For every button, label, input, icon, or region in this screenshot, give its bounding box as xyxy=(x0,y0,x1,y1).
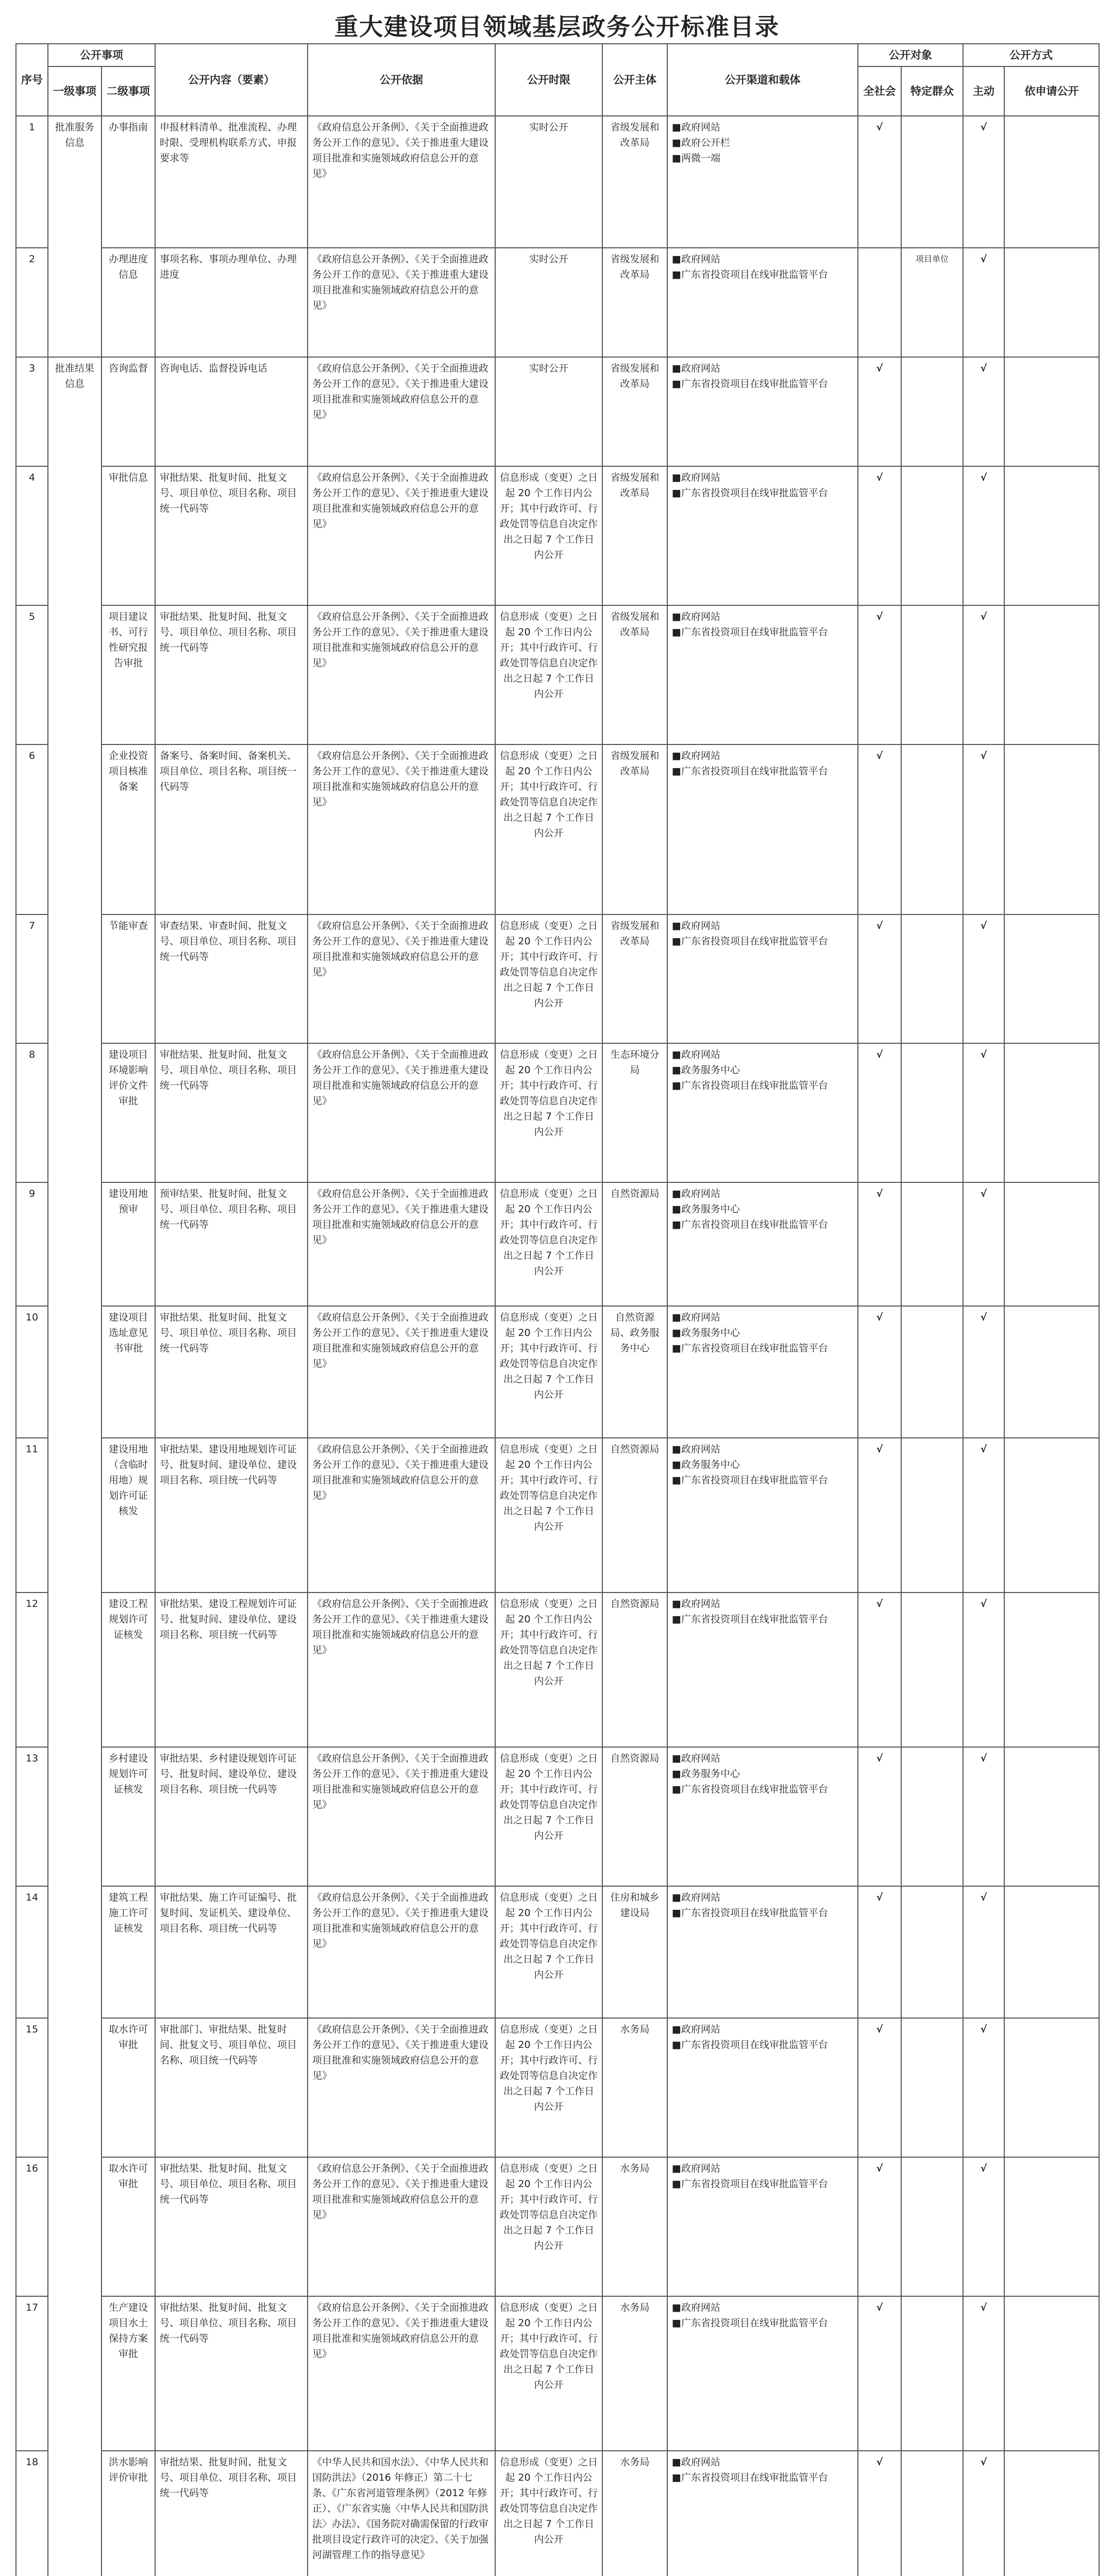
channel-item: ■广东省投资项目在线审批监管平台 xyxy=(672,269,828,280)
level2-item: 办事指南 xyxy=(102,116,155,248)
level2-item: 建设用地预审 xyxy=(102,1182,155,1306)
mark-on-request xyxy=(1004,1438,1099,1592)
table-row xyxy=(16,357,1099,466)
table-row xyxy=(16,1747,1099,1886)
mark-society: √ xyxy=(858,1747,901,1886)
table-row xyxy=(16,1592,1099,1747)
mark-on-request xyxy=(1004,116,1099,248)
level1-item: 批准结果信息 xyxy=(48,357,102,2576)
mark-society: √ xyxy=(858,2451,901,2576)
channel-item: ■政务服务中心 xyxy=(672,1327,740,1338)
time-cell: 信息形成（变更）之日起 20 个工作日内公开；其中行政许可、行政处罚等信息自决定作出之日起 7 个工作日内公开 xyxy=(495,2018,602,2157)
basis-cell: 《政府信息公开条例》、《关于全面推进政务公开工作的意见》、《关于推进重大建设项目批准和实施领域政府信息公开的意见》 xyxy=(308,2018,495,2157)
subject-cell: 自然资源局、政务服务中心 xyxy=(602,1306,667,1438)
channel-cell xyxy=(667,466,858,605)
mark-society: √ xyxy=(858,1182,901,1306)
row-number: 1 xyxy=(16,116,48,248)
table-row xyxy=(16,914,1099,1043)
channel-item: ■政府网站 xyxy=(672,122,720,133)
mark-active: √ xyxy=(963,2451,1004,2576)
mark-specific xyxy=(901,2157,963,2296)
row-number: 17 xyxy=(16,2296,48,2451)
channel-item: ■广东省投资项目在线审批监管平台 xyxy=(672,1907,828,1919)
content-cell: 审批结果、乡村建设规划许可证号、批复时间、建设单位、建设项目名称、项目统一代码等 xyxy=(155,1747,308,1886)
channel-item: ■政府网站 xyxy=(672,253,720,265)
time-cell: 信息形成（变更）之日起 20 个工作日内公开；其中行政许可、行政处罚等信息自决定作出之日起 7 个工作日内公开 xyxy=(495,1747,602,1886)
mark-active: √ xyxy=(963,2296,1004,2451)
basis-cell: 《政府信息公开条例》、《关于全面推进政务公开工作的意见》、《关于推进重大建设项目批准和实施领域政府信息公开的意见》 xyxy=(308,466,495,605)
channel-cell xyxy=(667,1592,858,1747)
row-number: 8 xyxy=(16,1043,48,1182)
table-row xyxy=(16,2451,1099,2576)
channel-item: ■广东省投资项目在线审批监管平台 xyxy=(672,1219,828,1230)
time-cell: 信息形成（变更）之日起 20 个工作日内公开；其中行政许可、行政处罚等信息自决定作出之日起 7 个工作日内公开 xyxy=(495,466,602,605)
time-cell: 信息形成（变更）之日起 20 个工作日内公开；其中行政许可、行政处罚等信息自决定作出之日起 7 个工作日内公开 xyxy=(495,744,602,914)
table-row xyxy=(16,116,1099,248)
time-cell: 信息形成（变更）之日起 20 个工作日内公开；其中行政许可、行政处罚等信息自决定作出之日起 7 个工作日内公开 xyxy=(495,1306,602,1438)
channel-item: ■广东省投资项目在线审批监管平台 xyxy=(672,2178,828,2190)
basis-cell: 《政府信息公开条例》、《关于全面推进政务公开工作的意见》、《关于推进重大建设项目批准和实施领域政府信息公开的意见》 xyxy=(308,116,495,248)
content-cell: 备案号、备案时间、备案机关、项目单位、项目名称、项目统一代码等 xyxy=(155,744,308,914)
table-row xyxy=(16,1886,1099,2018)
mark-society: √ xyxy=(858,2296,901,2451)
subject-cell: 住房和城乡建设局 xyxy=(602,1886,667,2018)
row-number: 12 xyxy=(16,1592,48,1747)
channel-item: ■政府网站 xyxy=(672,2456,720,2468)
mark-on-request xyxy=(1004,2296,1099,2451)
header-specific: 特定群众 xyxy=(901,66,963,116)
channel-cell xyxy=(667,2296,858,2451)
channel-item: ■广东省投资项目在线审批监管平台 xyxy=(672,2039,828,2050)
mark-society: √ xyxy=(858,914,901,1043)
level2-item: 取水许可审批 xyxy=(102,2157,155,2296)
header-content: 公开内容（要素） xyxy=(155,44,308,116)
row-number: 5 xyxy=(16,605,48,744)
table-header xyxy=(16,44,1099,116)
mark-active: √ xyxy=(963,1747,1004,1886)
level2-item: 节能审查 xyxy=(102,914,155,1043)
content-cell: 事项名称、事项办理单位、办理进度 xyxy=(155,248,308,357)
time-cell: 信息形成（变更）之日起 20 个工作日内公开；其中行政许可、行政处罚等信息自决定作出之日起 7 个工作日内公开 xyxy=(495,605,602,744)
channel-cell xyxy=(667,914,858,1043)
channel-item: ■广东省投资项目在线审批监管平台 xyxy=(672,936,828,947)
channel-item: ■两微一端 xyxy=(672,152,720,164)
catalog-table xyxy=(15,43,1100,2576)
row-number: 3 xyxy=(16,357,48,466)
mark-active: √ xyxy=(963,1182,1004,1306)
channel-cell xyxy=(667,1043,858,1182)
mark-on-request xyxy=(1004,2018,1099,2157)
row-number: 14 xyxy=(16,1886,48,2018)
channel-item: ■广东省投资项目在线审批监管平台 xyxy=(672,487,828,499)
row-number: 15 xyxy=(16,2018,48,2157)
channel-cell xyxy=(667,2157,858,2296)
level2-item: 建设项目选址意见书审批 xyxy=(102,1306,155,1438)
row-number: 13 xyxy=(16,1747,48,1886)
content-cell: 审批结果、批复时间、批复文号、项目单位、项目名称、项目统一代码等 xyxy=(155,605,308,744)
subject-cell: 自然资源局 xyxy=(602,1747,667,1886)
channel-item: ■政府网站 xyxy=(672,1598,720,1609)
channel-item: ■广东省投资项目在线审批监管平台 xyxy=(672,1475,828,1486)
mark-on-request xyxy=(1004,1886,1099,2018)
channel-item: ■政府网站 xyxy=(672,2024,720,2035)
channel-item: ■广东省投资项目在线审批监管平台 xyxy=(672,626,828,638)
channel-item: ■政府公开栏 xyxy=(672,137,730,148)
time-cell: 信息形成（变更）之日起 20 个工作日内公开；其中行政许可、行政处罚等信息自决定作出之日起 7 个工作日内公开 xyxy=(495,1592,602,1747)
header-society: 全社会 xyxy=(858,66,901,116)
content-cell: 审查结果、审查时间、批复文号、项目单位、项目名称、项目统一代码等 xyxy=(155,914,308,1043)
content-cell: 审批结果、建设用地规划许可证号、批复时间、建设单位、建设项目名称、项目统一代码等 xyxy=(155,1438,308,1592)
mark-active: √ xyxy=(963,2157,1004,2296)
channel-cell xyxy=(667,248,858,357)
subject-cell: 水务局 xyxy=(602,2451,667,2576)
channel-item: ■广东省投资项目在线审批监管平台 xyxy=(672,378,828,389)
channel-item: ■政府网站 xyxy=(672,750,720,761)
time-cell: 信息形成（变更）之日起 20 个工作日内公开；其中行政许可、行政处罚等信息自决定作出之日起 7 个工作日内公开 xyxy=(495,1886,602,2018)
content-cell: 审批结果、批复时间、批复文号、项目单位、项目名称、项目统一代码等 xyxy=(155,2296,308,2451)
channel-cell xyxy=(667,116,858,248)
level2-item: 企业投资项目核准备案 xyxy=(102,744,155,914)
basis-cell: 《政府信息公开条例》、《关于全面推进政务公开工作的意见》、《关于推进重大建设项目批准和实施领域政府信息公开的意见》 xyxy=(308,1886,495,2018)
level2-item: 洪水影响评价审批 xyxy=(102,2451,155,2576)
header-active: 主动 xyxy=(963,66,1004,116)
basis-cell: 《政府信息公开条例》、《关于全面推进政务公开工作的意见》、《关于推进重大建设项目批准和实施领域政府信息公开的意见》 xyxy=(308,2157,495,2296)
mark-on-request xyxy=(1004,248,1099,357)
level1-item: 批准服务信息 xyxy=(48,116,102,357)
subject-cell: 省级发展和改革局 xyxy=(602,116,667,248)
channel-item: ■政府网站 xyxy=(672,2163,720,2174)
mark-active: √ xyxy=(963,2018,1004,2157)
time-cell: 信息形成（变更）之日起 20 个工作日内公开；其中行政许可、行政处罚等信息自决定作出之日起 7 个工作日内公开 xyxy=(495,1043,602,1182)
channel-cell xyxy=(667,1182,858,1306)
channel-item: ■政府网站 xyxy=(672,1753,720,1764)
channel-cell xyxy=(667,2018,858,2157)
table-row xyxy=(16,466,1099,605)
mark-society: √ xyxy=(858,1592,901,1747)
channel-item: ■政务服务中心 xyxy=(672,1768,740,1780)
level2-item: 建筑工程施工许可证核发 xyxy=(102,1886,155,2018)
channel-item: ■政府网站 xyxy=(672,611,720,622)
basis-cell: 《政府信息公开条例》、《关于全面推进政务公开工作的意见》、《关于推进重大建设项目批准和实施领域政府信息公开的意见》 xyxy=(308,2296,495,2451)
basis-cell: 《政府信息公开条例》、《关于全面推进政务公开工作的意见》、《关于推进重大建设项目批准和实施领域政府信息公开的意见》 xyxy=(308,914,495,1043)
content-cell: 申报材料清单、批准流程、办理时限、受理机构联系方式、申报要求等 xyxy=(155,116,308,248)
header-level2: 二级事项 xyxy=(102,66,155,116)
mark-on-request xyxy=(1004,357,1099,466)
table-row xyxy=(16,2018,1099,2157)
mark-specific xyxy=(901,2296,963,2451)
channel-cell xyxy=(667,1306,858,1438)
subject-cell: 自然资源局 xyxy=(602,1592,667,1747)
mark-specific: 项目单位 xyxy=(901,248,963,357)
table-row xyxy=(16,1182,1099,1306)
content-cell: 咨询电话、监督投诉电话 xyxy=(155,357,308,466)
level2-item: 项目建议书、可行性研究报告审批 xyxy=(102,605,155,744)
row-number: 9 xyxy=(16,1182,48,1306)
channel-item: ■广东省投资项目在线审批监管平台 xyxy=(672,1343,828,1354)
header-method: 公开方式 xyxy=(963,44,1099,66)
level2-item: 审批信息 xyxy=(102,466,155,605)
time-cell: 实时公开 xyxy=(495,357,602,466)
table-row xyxy=(16,1043,1099,1182)
time-cell: 信息形成（变更）之日起 20 个工作日内公开；其中行政许可、行政处罚等信息自决定作出之日起 7 个工作日内公开 xyxy=(495,914,602,1043)
mark-society: √ xyxy=(858,1306,901,1438)
level2-item: 办理进度信息 xyxy=(102,248,155,357)
subject-cell: 省级发展和改革局 xyxy=(602,744,667,914)
channel-cell xyxy=(667,357,858,466)
channel-cell xyxy=(667,1747,858,1886)
channel-cell xyxy=(667,744,858,914)
subject-cell: 水务局 xyxy=(602,2157,667,2296)
channel-item: ■政府网站 xyxy=(672,1444,720,1455)
header-time: 公开时限 xyxy=(495,44,602,116)
mark-active: √ xyxy=(963,1043,1004,1182)
page-title: 重大建设项目领域基层政务公开标准目录 xyxy=(334,13,780,41)
mark-active: √ xyxy=(963,1306,1004,1438)
subject-cell: 省级发展和改革局 xyxy=(602,248,667,357)
mark-specific xyxy=(901,1182,963,1306)
content-cell: 预审结果、批复时间、批复文号、项目单位、项目名称、项目统一代码等 xyxy=(155,1182,308,1306)
header-channel: 公开渠道和载体 xyxy=(667,44,858,116)
basis-cell: 《政府信息公开条例》、《关于全面推进政务公开工作的意见》、《关于推进重大建设项目批准和实施领域政府信息公开的意见》 xyxy=(308,1043,495,1182)
subject-cell: 省级发展和改革局 xyxy=(602,914,667,1043)
basis-cell: 《政府信息公开条例》、《关于全面推进政务公开工作的意见》、《关于推进重大建设项目批准和实施领域政府信息公开的意见》 xyxy=(308,248,495,357)
row-number: 7 xyxy=(16,914,48,1043)
content-cell: 审批部门、审批结果、批复时间、批复文号、项目单位、项目名称、项目统一代码等 xyxy=(155,2018,308,2157)
row-number: 10 xyxy=(16,1306,48,1438)
time-cell: 信息形成（变更）之日起 20 个工作日内公开；其中行政许可、行政处罚等信息自决定作出之日起 7 个工作日内公开 xyxy=(495,1438,602,1592)
header-target: 公开对象 xyxy=(858,44,963,66)
mark-society: √ xyxy=(858,605,901,744)
mark-specific xyxy=(901,357,963,466)
subject-cell: 水务局 xyxy=(602,2296,667,2451)
content-cell: 审批结果、批复时间、批复文号、项目单位、项目名称、项目统一代码等 xyxy=(155,466,308,605)
row-number: 2 xyxy=(16,248,48,357)
mark-society: √ xyxy=(858,1886,901,2018)
mark-specific xyxy=(901,1438,963,1592)
mark-specific xyxy=(901,914,963,1043)
mark-specific xyxy=(901,1747,963,1886)
channel-item: ■政务服务中心 xyxy=(672,1459,740,1470)
channel-item: ■政府网站 xyxy=(672,1892,720,1903)
basis-cell: 《中华人民共和国水法》、《中华人民共和国防洪法》（2016 年修正）第二十七条、《广东省河道管理条例》（2012 年修正）、《广东省实施〈中华人民共和国防洪法〉办法》、《国务院对确需保留的行政审批项目设定行政许可的决定》、《关于加强河湖管理工作的指导意见》 xyxy=(308,2451,495,2576)
subject-cell: 自然资源局 xyxy=(602,1182,667,1306)
mark-on-request xyxy=(1004,2451,1099,2576)
mark-society: √ xyxy=(858,2018,901,2157)
time-cell: 信息形成（变更）之日起 20 个工作日内公开；其中行政许可、行政处罚等信息自决定作出之日起 7 个工作日内公开 xyxy=(495,2296,602,2451)
channel-item: ■政府网站 xyxy=(672,1188,720,1199)
time-cell: 信息形成（变更）之日起 20 个工作日内公开；其中行政许可、行政处罚等信息自决定作出之日起 7 个工作日内公开 xyxy=(495,2451,602,2576)
basis-cell: 《政府信息公开条例》、《关于全面推进政务公开工作的意见》、《关于推进重大建设项目批准和实施领域政府信息公开的意见》 xyxy=(308,1747,495,1886)
table-row xyxy=(16,2296,1099,2451)
mark-specific xyxy=(901,605,963,744)
level2-item: 建设项目环境影响评价文件审批 xyxy=(102,1043,155,1182)
content-cell: 审批结果、批复时间、批复文号、项目单位、项目名称、项目统一代码等 xyxy=(155,2451,308,2576)
mark-active: √ xyxy=(963,1438,1004,1592)
channel-item: ■广东省投资项目在线审批监管平台 xyxy=(672,2472,828,2483)
row-number: 16 xyxy=(16,2157,48,2296)
subject-cell: 自然资源局 xyxy=(602,1438,667,1592)
basis-cell: 《政府信息公开条例》、《关于全面推进政务公开工作的意见》、《关于推进重大建设项目批准和实施领域政府信息公开的意见》 xyxy=(308,357,495,466)
table-row xyxy=(16,2157,1099,2296)
channel-item: ■广东省投资项目在线审批监管平台 xyxy=(672,766,828,777)
mark-specific xyxy=(901,1886,963,2018)
channel-item: ■政务服务中心 xyxy=(672,1204,740,1215)
mark-specific xyxy=(901,2018,963,2157)
channel-item: ■广东省投资项目在线审批监管平台 xyxy=(672,1784,828,1795)
mark-on-request xyxy=(1004,1592,1099,1747)
level2-item: 生产建设项目水土保持方案审批 xyxy=(102,2296,155,2451)
content-cell: 审批结果、建设工程规划许可证号、批复时间、建设单位、建设项目名称、项目统一代码等 xyxy=(155,1592,308,1747)
mark-society: √ xyxy=(858,466,901,605)
level2-item: 取水许可审批 xyxy=(102,2018,155,2157)
mark-active: √ xyxy=(963,1886,1004,2018)
mark-on-request xyxy=(1004,1306,1099,1438)
mark-active: √ xyxy=(963,357,1004,466)
channel-item: ■广东省投资项目在线审批监管平台 xyxy=(672,2317,828,2329)
mark-specific xyxy=(901,1043,963,1182)
channel-item: ■政府网站 xyxy=(672,2302,720,2313)
channel-cell xyxy=(667,1886,858,2018)
row-number: 11 xyxy=(16,1438,48,1592)
level2-item: 咨询监督 xyxy=(102,357,155,466)
mark-society: √ xyxy=(858,1438,901,1592)
content-cell: 审批结果、施工许可证编号、批复时间、发证机关、建设单位、项目名称、项目统一代码等 xyxy=(155,1886,308,2018)
mark-on-request xyxy=(1004,605,1099,744)
time-cell: 实时公开 xyxy=(495,248,602,357)
table-row xyxy=(16,1306,1099,1438)
mark-specific xyxy=(901,1306,963,1438)
content-cell: 审批结果、批复时间、批复文号、项目单位、项目名称、项目统一代码等 xyxy=(155,1043,308,1182)
header-basis: 公开依据 xyxy=(308,44,495,116)
channel-cell xyxy=(667,2451,858,2576)
mark-active: √ xyxy=(963,116,1004,248)
channel-item: ■政府网站 xyxy=(672,1049,720,1060)
level2-item: 乡村建设规划许可证核发 xyxy=(102,1747,155,1886)
mark-on-request xyxy=(1004,466,1099,605)
basis-cell: 《政府信息公开条例》、《关于全面推进政务公开工作的意见》、《关于推进重大建设项目批准和实施领域政府信息公开的意见》 xyxy=(308,1592,495,1747)
channel-item: ■政府网站 xyxy=(672,472,720,483)
mark-active: √ xyxy=(963,744,1004,914)
time-cell: 信息形成（变更）之日起 20 个工作日内公开；其中行政许可、行政处罚等信息自决定作出之日起 7 个工作日内公开 xyxy=(495,2157,602,2296)
mark-specific xyxy=(901,2451,963,2576)
time-cell: 信息形成（变更）之日起 20 个工作日内公开；其中行政许可、行政处罚等信息自决定作出之日起 7 个工作日内公开 xyxy=(495,1182,602,1306)
level2-item: 建设工程规划许可证核发 xyxy=(102,1592,155,1747)
channel-cell xyxy=(667,1438,858,1592)
basis-cell: 《政府信息公开条例》、《关于全面推进政务公开工作的意见》、《关于推进重大建设项目批准和实施领域政府信息公开的意见》 xyxy=(308,1306,495,1438)
basis-cell: 《政府信息公开条例》、《关于全面推进政务公开工作的意见》、《关于推进重大建设项目批准和实施领域政府信息公开的意见》 xyxy=(308,1438,495,1592)
header-on-request: 依申请公开 xyxy=(1004,66,1099,116)
header-public-items: 公开事项 xyxy=(48,44,155,66)
row-number: 4 xyxy=(16,466,48,605)
mark-specific xyxy=(901,466,963,605)
table-body xyxy=(16,116,1099,2576)
channel-item: ■政府网站 xyxy=(672,363,720,374)
mark-society: √ xyxy=(858,357,901,466)
channel-item: ■政府网站 xyxy=(672,920,720,931)
mark-society: √ xyxy=(858,116,901,248)
mark-society: √ xyxy=(858,2157,901,2296)
mark-on-request xyxy=(1004,2157,1099,2296)
subject-cell: 水务局 xyxy=(602,2018,667,2157)
table-row xyxy=(16,1438,1099,1592)
subject-cell: 生态环境分局 xyxy=(602,1043,667,1182)
basis-cell: 《政府信息公开条例》、《关于全面推进政务公开工作的意见》、《关于推进重大建设项目批准和实施领域政府信息公开的意见》 xyxy=(308,744,495,914)
subject-cell: 省级发展和改革局 xyxy=(602,357,667,466)
mark-on-request xyxy=(1004,914,1099,1043)
mark-active: √ xyxy=(963,248,1004,357)
subject-cell: 省级发展和改革局 xyxy=(602,466,667,605)
mark-on-request xyxy=(1004,744,1099,914)
mark-active: √ xyxy=(963,466,1004,605)
mark-on-request xyxy=(1004,1747,1099,1886)
basis-cell: 《政府信息公开条例》、《关于全面推进政务公开工作的意见》、《关于推进重大建设项目批准和实施领域政府信息公开的意见》 xyxy=(308,605,495,744)
content-cell: 审批结果、批复时间、批复文号、项目单位、项目名称、项目统一代码等 xyxy=(155,1306,308,1438)
level2-item: 建设用地（含临时用地）规划许可证核发 xyxy=(102,1438,155,1592)
channel-item: ■广东省投资项目在线审批监管平台 xyxy=(672,1614,828,1625)
mark-specific xyxy=(901,744,963,914)
mark-active: √ xyxy=(963,914,1004,1043)
mark-active: √ xyxy=(963,605,1004,744)
mark-society xyxy=(858,248,901,357)
basis-cell: 《政府信息公开条例》、《关于全面推进政务公开工作的意见》、《关于推进重大建设项目批准和实施领域政府信息公开的意见》 xyxy=(308,1182,495,1306)
content-cell: 审批结果、批复时间、批复文号、项目单位、项目名称、项目统一代码等 xyxy=(155,2157,308,2296)
channel-item: ■政府网站 xyxy=(672,1312,720,1323)
channel-item: ■广东省投资项目在线审批监管平台 xyxy=(672,1080,828,1091)
mark-on-request xyxy=(1004,1043,1099,1182)
mark-specific xyxy=(901,116,963,248)
mark-on-request xyxy=(1004,1182,1099,1306)
row-number: 6 xyxy=(16,744,48,914)
table-row xyxy=(16,744,1099,914)
mark-society: √ xyxy=(858,1043,901,1182)
subject-cell: 省级发展和改革局 xyxy=(602,605,667,744)
mark-active: √ xyxy=(963,1592,1004,1747)
header-subject: 公开主体 xyxy=(602,44,667,116)
time-cell: 实时公开 xyxy=(495,116,602,248)
table-row xyxy=(16,248,1099,357)
mark-specific xyxy=(901,1592,963,1747)
channel-item: ■政务服务中心 xyxy=(672,1064,740,1076)
channel-cell xyxy=(667,605,858,744)
header-no: 序号 xyxy=(16,44,48,116)
header-level1: 一级事项 xyxy=(48,66,102,116)
table-row xyxy=(16,605,1099,744)
row-number: 18 xyxy=(16,2451,48,2576)
mark-society: √ xyxy=(858,744,901,914)
